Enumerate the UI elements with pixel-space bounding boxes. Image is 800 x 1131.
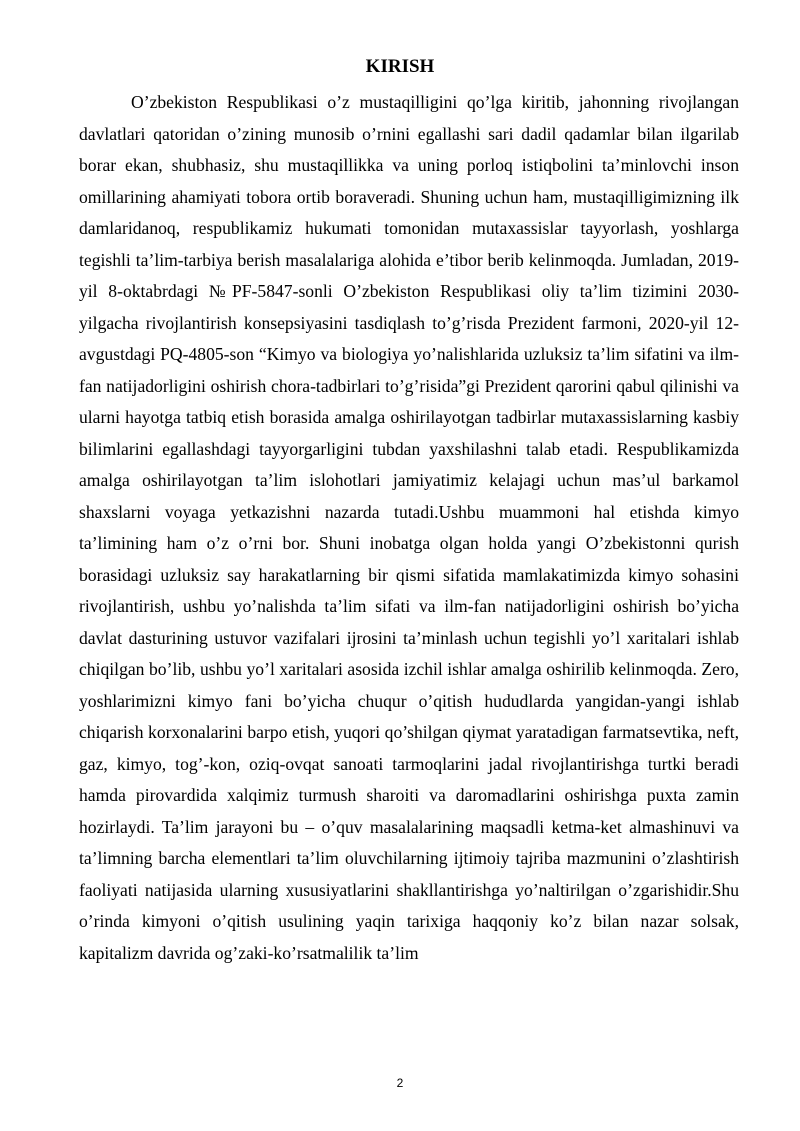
page-title: KIRISH <box>365 56 435 77</box>
body-paragraph: O’zbekiston Respublikasi o’z mustaqilligini qo’lga kiritib, jahonning rivojlangan davlatlari qatoridan o’zining munosib o’rnini egallashi sari dadil qadamlar bilan ilgarilab borar ekan, shubhasiz, shu mustaqillikka va uning porloq istiqbolini ta’minlovchi inson omillarining ahamiyati tobora ortib boraveradi. Shuning uchun ham, mustaqilligimizning ilk damlaridanoq, respublikamiz hukumati tomonidan mutaxassislar tayyorlash, yoshlarga tegishli ta’lim-tarbiya berish masalalariga alohida e’tibor berib kelinmoqda. Jumladan, 2019-yil 8-oktabrdagi №PF-5847-sonli O’zbekiston Respublikasi oliy ta’lim tizimini 2030-yilgacha rivojlantirish konsepsiyasini tasdiqlash to’g’risda Prezident farmoni, 2020-yil 12-avgustdagi PQ-4805-son “Kimyo va biologiya yo’nalishlarida uzluksiz ta’lim sifatini va ilm-fan natijadorligini oshirish chora-tadbirlari to’g’risida”gi Prezident qarorini qabul qilinishi va ularni hayotga tatbiq etish borasida amalga oshirilayotgan tadbirlar mutaxassislarning kasbiy bilimlarini egallashdagi tayyorgarligini tubdan yaxshilashni talab etadi. Respublikamizda amalga oshirilayotgan ta’lim islohotlari jamiyatimiz kelajagi uchun mas’ul barkamol shaxslarni voyaga yetkazishni nazarda tutadi.Ushbu muammoni hal etishda kimyo ta’limining ham o’z o’rni bor. Shuni inobatga olgan holda yangi O’zbekistonni qurish borasidagi uzluksiz say harakatlarning bir qismi sifatida mamlakatimizda kimyo sohasini rivojlantirish, ushbu yo’nalishda ta’lim sifati va ilm-fan natijadorligini oshirish bo’yicha davlat dasturining ustuvor vazifalari ijrosini ta’minlash uchun tegishli yo’l xaritalari ishlab chiqilgan bo’lib, ushbu yo’l xaritalari asosida izchil ishlar amalga oshirilib kelinmoqda. Zero, yoshlarimizni kimyo fani bo’yicha chuqur o’qitish hududlarda yangidan-yangi ishlab chiqarish korxonalarini barpo etish, yuqori qo’shilgan qiymat yaratadigan farmatsevtika, neft, gaz, kimyo, tog’-kon, oziq-ovqat sanoati tarmoqlarini jadal rivojlantirishga turtki beradi hamda pirovardida xalqimiz turmush sharoiti va daromadlarini oshirishga puxta zamin hozirlaydi. Ta’lim jarayoni bu – o’quv masalalarining maqsadli ketma-ket almashinuvi va ta’limning barcha elementlari ta’lim oluvchilarning ijtimoiy tajriba mazmunini o’zlashtirish faoliyati natijasida ularning xususiyatlarini shakllantirishga yo’naltirilgan o’zgarishidir.Shu o’rinda kimyoni o’qitish usulining yaqin tarixiga haqqoniy ko’z bilan nazar solsak, kapitalizm davrida og’zaki-ko’rsatmalilik ta’lim <box>79 92 739 963</box>
page-number: 2 <box>396 1076 404 1090</box>
